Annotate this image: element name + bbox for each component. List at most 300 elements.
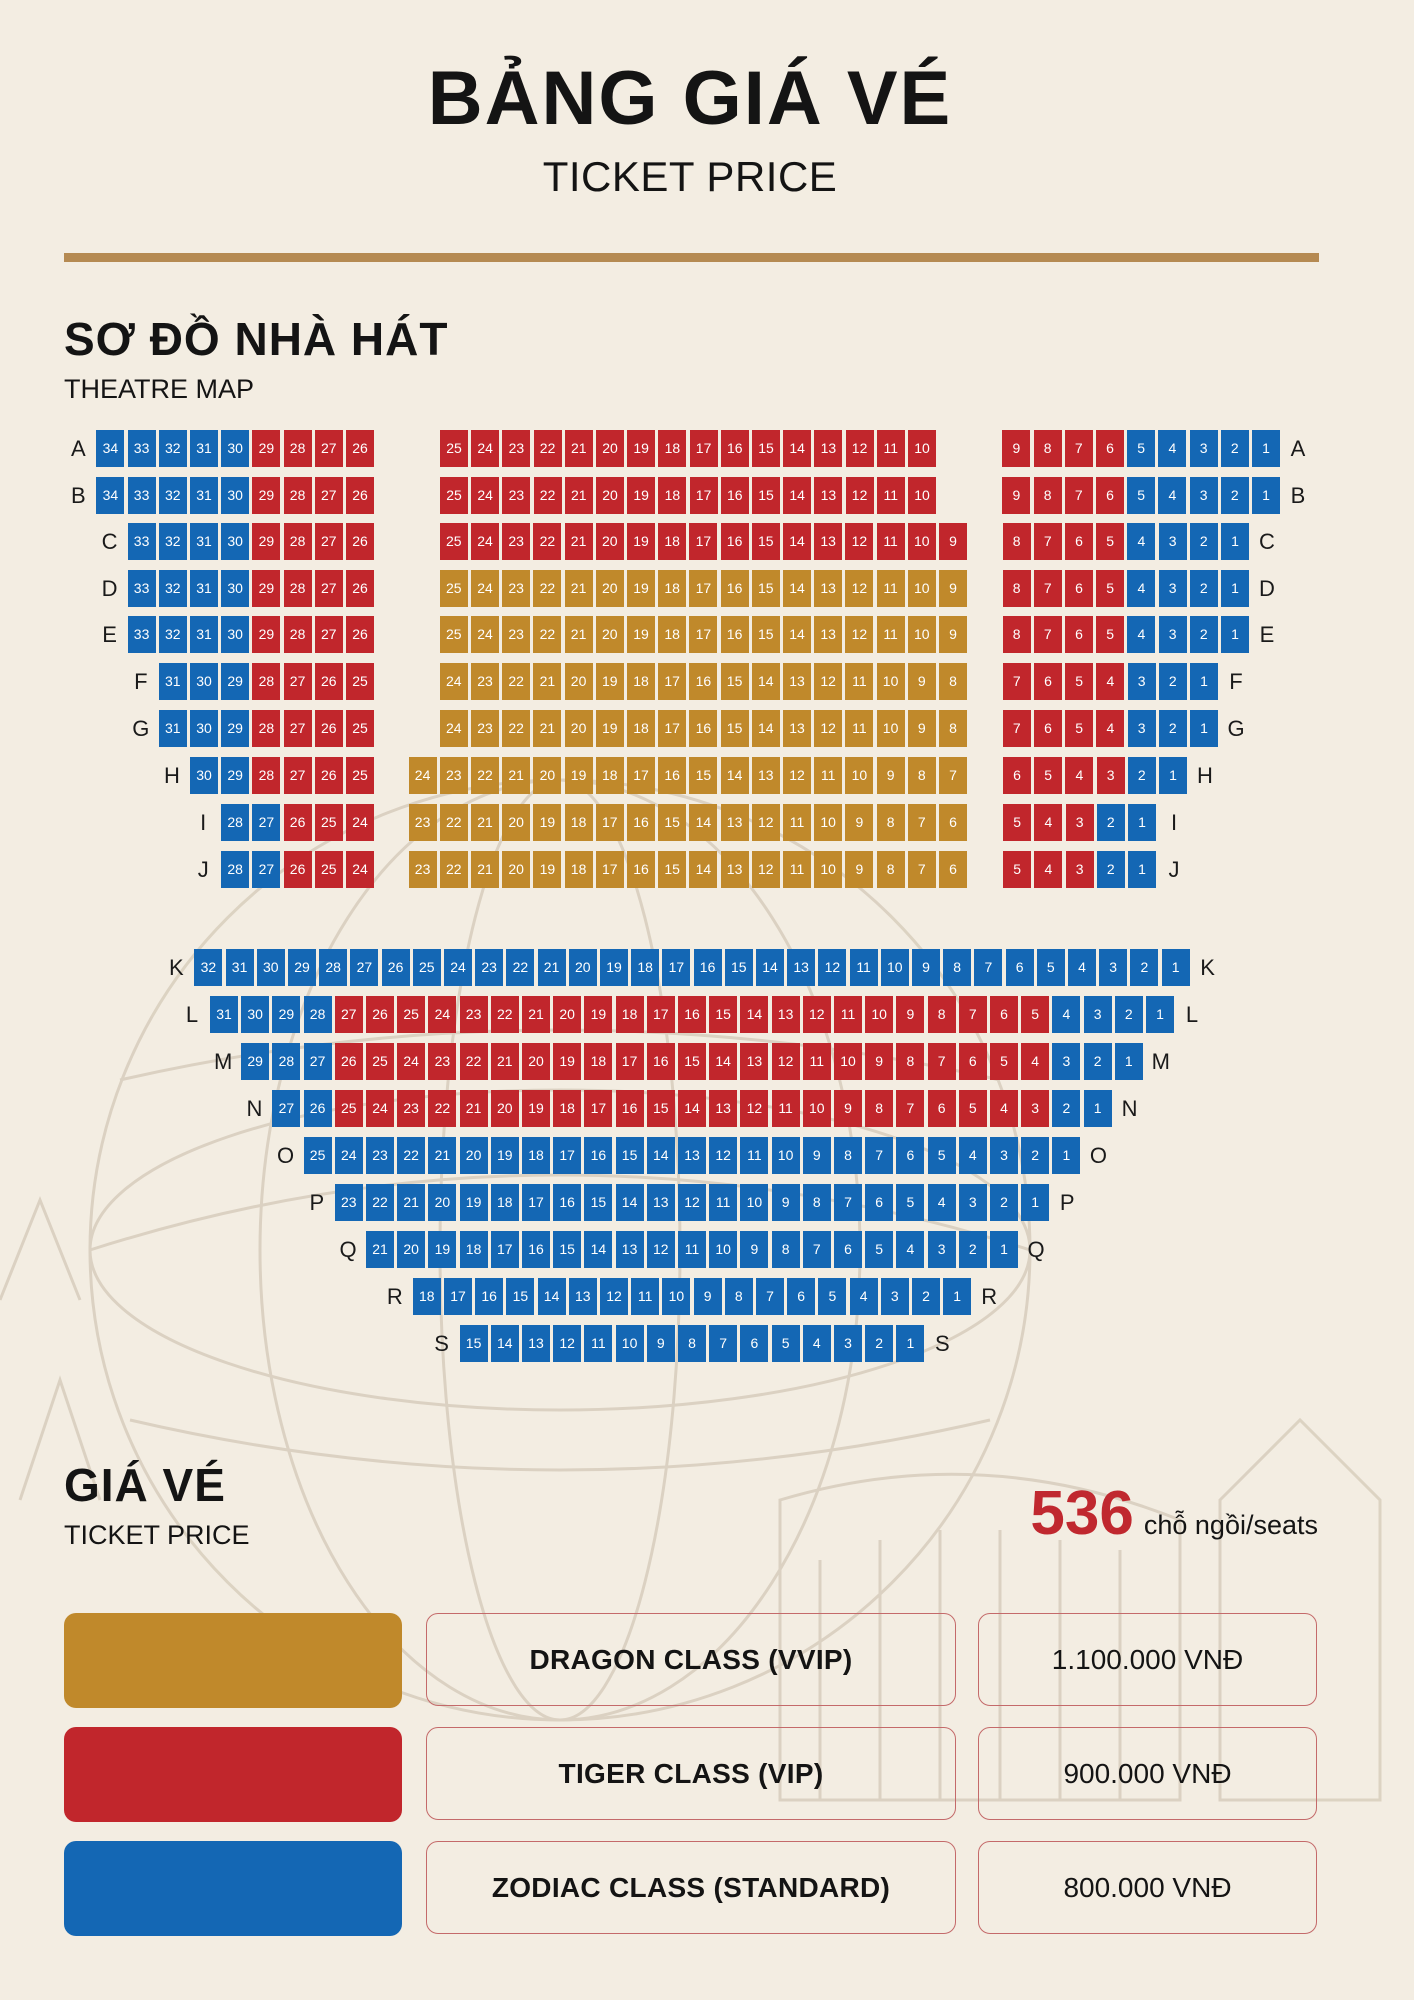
seat-J8[interactable]: 8	[877, 851, 905, 888]
seat-D31[interactable]: 31	[190, 570, 218, 607]
seat-O7[interactable]: 7	[865, 1137, 893, 1174]
seat-A9[interactable]: 9	[1002, 430, 1030, 467]
seat-H5[interactable]: 5	[1034, 757, 1062, 794]
seat-H12[interactable]: 12	[783, 757, 811, 794]
seat-N6[interactable]: 6	[928, 1090, 956, 1127]
seat-Q7[interactable]: 7	[803, 1231, 831, 1268]
seat-G6[interactable]: 6	[1034, 710, 1062, 747]
seat-S7[interactable]: 7	[709, 1325, 737, 1362]
seat-B5[interactable]: 5	[1127, 477, 1155, 514]
seat-A2[interactable]: 2	[1221, 430, 1249, 467]
seat-L11[interactable]: 11	[834, 996, 862, 1033]
seat-M27[interactable]: 27	[304, 1043, 332, 1080]
seat-P10[interactable]: 10	[740, 1184, 768, 1221]
seat-I14[interactable]: 14	[689, 804, 717, 841]
seat-S15[interactable]: 15	[460, 1325, 488, 1362]
seat-R9[interactable]: 9	[694, 1278, 722, 1315]
seat-E22[interactable]: 22	[533, 616, 561, 653]
seat-D20[interactable]: 20	[596, 570, 624, 607]
seat-D16[interactable]: 16	[721, 570, 749, 607]
seat-R4[interactable]: 4	[850, 1278, 878, 1315]
seat-O21[interactable]: 21	[428, 1137, 456, 1174]
seat-O6[interactable]: 6	[896, 1137, 924, 1174]
seat-K28[interactable]: 28	[319, 949, 347, 986]
seat-E31[interactable]: 31	[190, 616, 218, 653]
seat-A33[interactable]: 33	[128, 430, 156, 467]
seat-N9[interactable]: 9	[834, 1090, 862, 1127]
seat-S2[interactable]: 2	[865, 1325, 893, 1362]
seat-O11[interactable]: 11	[740, 1137, 768, 1174]
seat-P2[interactable]: 2	[990, 1184, 1018, 1221]
seat-J9[interactable]: 9	[845, 851, 873, 888]
seat-H15[interactable]: 15	[689, 757, 717, 794]
seat-D9[interactable]: 9	[939, 570, 967, 607]
seat-J14[interactable]: 14	[689, 851, 717, 888]
seat-B18[interactable]: 18	[658, 477, 686, 514]
seat-O1[interactable]: 1	[1052, 1137, 1080, 1174]
seat-G12[interactable]: 12	[814, 710, 842, 747]
seat-C22[interactable]: 22	[533, 523, 561, 560]
seat-E3[interactable]: 3	[1159, 616, 1187, 653]
seat-G13[interactable]: 13	[783, 710, 811, 747]
seat-O25[interactable]: 25	[304, 1137, 332, 1174]
seat-E7[interactable]: 7	[1034, 616, 1062, 653]
seat-H14[interactable]: 14	[721, 757, 749, 794]
seat-G24[interactable]: 24	[440, 710, 468, 747]
seat-C23[interactable]: 23	[502, 523, 530, 560]
seat-K22[interactable]: 22	[506, 949, 534, 986]
seat-F19[interactable]: 19	[596, 663, 624, 700]
seat-J7[interactable]: 7	[908, 851, 936, 888]
seat-L15[interactable]: 15	[709, 996, 737, 1033]
seat-C21[interactable]: 21	[565, 523, 593, 560]
seat-L29[interactable]: 29	[272, 996, 300, 1033]
seat-N5[interactable]: 5	[959, 1090, 987, 1127]
seat-S14[interactable]: 14	[491, 1325, 519, 1362]
seat-A18[interactable]: 18	[658, 430, 686, 467]
seat-D8[interactable]: 8	[1003, 570, 1031, 607]
seat-G14[interactable]: 14	[752, 710, 780, 747]
seat-D7[interactable]: 7	[1034, 570, 1062, 607]
seat-K9[interactable]: 9	[912, 949, 940, 986]
seat-I8[interactable]: 8	[877, 804, 905, 841]
seat-P11[interactable]: 11	[709, 1184, 737, 1221]
seat-D6[interactable]: 6	[1065, 570, 1093, 607]
seat-A15[interactable]: 15	[752, 430, 780, 467]
seat-K5[interactable]: 5	[1037, 949, 1065, 986]
seat-F11[interactable]: 11	[845, 663, 873, 700]
seat-F3[interactable]: 3	[1128, 663, 1156, 700]
seat-D1[interactable]: 1	[1221, 570, 1249, 607]
seat-P20[interactable]: 20	[428, 1184, 456, 1221]
seat-J13[interactable]: 13	[721, 851, 749, 888]
seat-S6[interactable]: 6	[740, 1325, 768, 1362]
seat-O24[interactable]: 24	[335, 1137, 363, 1174]
seat-O8[interactable]: 8	[834, 1137, 862, 1174]
seat-N16[interactable]: 16	[616, 1090, 644, 1127]
seat-B7[interactable]: 7	[1065, 477, 1093, 514]
seat-D15[interactable]: 15	[752, 570, 780, 607]
seat-E30[interactable]: 30	[221, 616, 249, 653]
seat-E10[interactable]: 10	[908, 616, 936, 653]
seat-K21[interactable]: 21	[538, 949, 566, 986]
seat-G2[interactable]: 2	[1159, 710, 1187, 747]
seat-H4[interactable]: 4	[1065, 757, 1093, 794]
seat-I2[interactable]: 2	[1097, 804, 1125, 841]
seat-C19[interactable]: 19	[627, 523, 655, 560]
seat-K16[interactable]: 16	[694, 949, 722, 986]
seat-G15[interactable]: 15	[721, 710, 749, 747]
seat-D11[interactable]: 11	[877, 570, 905, 607]
seat-H10[interactable]: 10	[845, 757, 873, 794]
seat-B30[interactable]: 30	[221, 477, 249, 514]
seat-Q18[interactable]: 18	[460, 1231, 488, 1268]
seat-G20[interactable]: 20	[565, 710, 593, 747]
seat-N7[interactable]: 7	[896, 1090, 924, 1127]
seat-B8[interactable]: 8	[1034, 477, 1062, 514]
seat-R16[interactable]: 16	[475, 1278, 503, 1315]
seat-O22[interactable]: 22	[397, 1137, 425, 1174]
seat-L16[interactable]: 16	[678, 996, 706, 1033]
seat-I6[interactable]: 6	[939, 804, 967, 841]
seat-L4[interactable]: 4	[1052, 996, 1080, 1033]
seat-D4[interactable]: 4	[1127, 570, 1155, 607]
seat-F2[interactable]: 2	[1159, 663, 1187, 700]
seat-L17[interactable]: 17	[647, 996, 675, 1033]
seat-M23[interactable]: 23	[428, 1043, 456, 1080]
seat-R5[interactable]: 5	[818, 1278, 846, 1315]
seat-A5[interactable]: 5	[1127, 430, 1155, 467]
seat-I15[interactable]: 15	[658, 804, 686, 841]
seat-B27[interactable]: 27	[315, 477, 343, 514]
seat-S10[interactable]: 10	[616, 1325, 644, 1362]
seat-G21[interactable]: 21	[533, 710, 561, 747]
seat-Q4[interactable]: 4	[896, 1231, 924, 1268]
seat-F25[interactable]: 25	[346, 663, 374, 700]
seat-G16[interactable]: 16	[689, 710, 717, 747]
seat-K12[interactable]: 12	[818, 949, 846, 986]
seat-G25[interactable]: 25	[346, 710, 374, 747]
seat-G8[interactable]: 8	[939, 710, 967, 747]
seat-J1[interactable]: 1	[1128, 851, 1156, 888]
seat-N11[interactable]: 11	[772, 1090, 800, 1127]
seat-L22[interactable]: 22	[491, 996, 519, 1033]
seat-G5[interactable]: 5	[1065, 710, 1093, 747]
seat-M20[interactable]: 20	[522, 1043, 550, 1080]
seat-J17[interactable]: 17	[596, 851, 624, 888]
seat-H9[interactable]: 9	[877, 757, 905, 794]
seat-L3[interactable]: 3	[1084, 996, 1112, 1033]
seat-N8[interactable]: 8	[865, 1090, 893, 1127]
seat-K20[interactable]: 20	[569, 949, 597, 986]
seat-M4[interactable]: 4	[1021, 1043, 1049, 1080]
seat-G11[interactable]: 11	[845, 710, 873, 747]
seat-G18[interactable]: 18	[627, 710, 655, 747]
seat-D10[interactable]: 10	[908, 570, 936, 607]
seat-E19[interactable]: 19	[627, 616, 655, 653]
seat-Q9[interactable]: 9	[740, 1231, 768, 1268]
seat-Q3[interactable]: 3	[928, 1231, 956, 1268]
seat-B14[interactable]: 14	[783, 477, 811, 514]
seat-B24[interactable]: 24	[471, 477, 499, 514]
seat-N4[interactable]: 4	[990, 1090, 1018, 1127]
seat-I5[interactable]: 5	[1003, 804, 1031, 841]
seat-E1[interactable]: 1	[1221, 616, 1249, 653]
seat-I22[interactable]: 22	[440, 804, 468, 841]
seat-B31[interactable]: 31	[190, 477, 218, 514]
seat-A22[interactable]: 22	[534, 430, 562, 467]
seat-J26[interactable]: 26	[284, 851, 312, 888]
seat-C29[interactable]: 29	[252, 523, 280, 560]
seat-L2[interactable]: 2	[1115, 996, 1143, 1033]
seat-C32[interactable]: 32	[159, 523, 187, 560]
seat-O15[interactable]: 15	[616, 1137, 644, 1174]
seat-D2[interactable]: 2	[1190, 570, 1218, 607]
seat-B6[interactable]: 6	[1096, 477, 1124, 514]
seat-I20[interactable]: 20	[502, 804, 530, 841]
seat-Q19[interactable]: 19	[428, 1231, 456, 1268]
seat-L9[interactable]: 9	[896, 996, 924, 1033]
seat-B29[interactable]: 29	[252, 477, 280, 514]
seat-K27[interactable]: 27	[350, 949, 378, 986]
seat-B16[interactable]: 16	[721, 477, 749, 514]
seat-C24[interactable]: 24	[471, 523, 499, 560]
seat-G3[interactable]: 3	[1128, 710, 1156, 747]
seat-P5[interactable]: 5	[896, 1184, 924, 1221]
seat-L5[interactable]: 5	[1021, 996, 1049, 1033]
seat-I21[interactable]: 21	[471, 804, 499, 841]
seat-I25[interactable]: 25	[315, 804, 343, 841]
seat-C18[interactable]: 18	[658, 523, 686, 560]
seat-E25[interactable]: 25	[440, 616, 468, 653]
seat-M5[interactable]: 5	[990, 1043, 1018, 1080]
seat-K1[interactable]: 1	[1162, 949, 1190, 986]
seat-J22[interactable]: 22	[440, 851, 468, 888]
seat-A14[interactable]: 14	[783, 430, 811, 467]
seat-B20[interactable]: 20	[596, 477, 624, 514]
seat-J18[interactable]: 18	[565, 851, 593, 888]
seat-G28[interactable]: 28	[252, 710, 280, 747]
seat-G30[interactable]: 30	[190, 710, 218, 747]
seat-O9[interactable]: 9	[803, 1137, 831, 1174]
seat-J11[interactable]: 11	[783, 851, 811, 888]
seat-M29[interactable]: 29	[241, 1043, 269, 1080]
seat-E8[interactable]: 8	[1003, 616, 1031, 653]
seat-K17[interactable]: 17	[662, 949, 690, 986]
seat-B21[interactable]: 21	[565, 477, 593, 514]
seat-C1[interactable]: 1	[1221, 523, 1249, 560]
seat-A23[interactable]: 23	[502, 430, 530, 467]
seat-M7[interactable]: 7	[928, 1043, 956, 1080]
seat-P7[interactable]: 7	[834, 1184, 862, 1221]
seat-C20[interactable]: 20	[596, 523, 624, 560]
seat-M18[interactable]: 18	[584, 1043, 612, 1080]
seat-D14[interactable]: 14	[783, 570, 811, 607]
seat-C33[interactable]: 33	[128, 523, 156, 560]
seat-N21[interactable]: 21	[460, 1090, 488, 1127]
seat-I11[interactable]: 11	[783, 804, 811, 841]
seat-G19[interactable]: 19	[596, 710, 624, 747]
seat-Q6[interactable]: 6	[834, 1231, 862, 1268]
seat-M21[interactable]: 21	[491, 1043, 519, 1080]
seat-M13[interactable]: 13	[740, 1043, 768, 1080]
seat-J21[interactable]: 21	[471, 851, 499, 888]
seat-H17[interactable]: 17	[627, 757, 655, 794]
seat-F14[interactable]: 14	[752, 663, 780, 700]
seat-A16[interactable]: 16	[721, 430, 749, 467]
seat-K18[interactable]: 18	[631, 949, 659, 986]
seat-A13[interactable]: 13	[814, 430, 842, 467]
seat-H1[interactable]: 1	[1159, 757, 1187, 794]
seat-M17[interactable]: 17	[616, 1043, 644, 1080]
seat-C2[interactable]: 2	[1190, 523, 1218, 560]
seat-F5[interactable]: 5	[1065, 663, 1093, 700]
seat-A28[interactable]: 28	[284, 430, 312, 467]
seat-F8[interactable]: 8	[939, 663, 967, 700]
seat-S1[interactable]: 1	[896, 1325, 924, 1362]
seat-O23[interactable]: 23	[366, 1137, 394, 1174]
seat-H16[interactable]: 16	[658, 757, 686, 794]
seat-B34[interactable]: 34	[96, 477, 124, 514]
seat-L23[interactable]: 23	[460, 996, 488, 1033]
seat-E29[interactable]: 29	[252, 616, 280, 653]
seat-N23[interactable]: 23	[397, 1090, 425, 1127]
seat-A8[interactable]: 8	[1034, 430, 1062, 467]
seat-I13[interactable]: 13	[721, 804, 749, 841]
seat-D29[interactable]: 29	[252, 570, 280, 607]
seat-B2[interactable]: 2	[1221, 477, 1249, 514]
seat-F16[interactable]: 16	[689, 663, 717, 700]
seat-S9[interactable]: 9	[647, 1325, 675, 1362]
seat-E28[interactable]: 28	[284, 616, 312, 653]
seat-L25[interactable]: 25	[397, 996, 425, 1033]
seat-P4[interactable]: 4	[928, 1184, 956, 1221]
seat-C15[interactable]: 15	[752, 523, 780, 560]
seat-A32[interactable]: 32	[159, 430, 187, 467]
seat-P23[interactable]: 23	[335, 1184, 363, 1221]
seat-M28[interactable]: 28	[272, 1043, 300, 1080]
seat-B12[interactable]: 12	[846, 477, 874, 514]
seat-R1[interactable]: 1	[943, 1278, 971, 1315]
seat-C9[interactable]: 9	[939, 523, 967, 560]
seat-N10[interactable]: 10	[803, 1090, 831, 1127]
seat-M8[interactable]: 8	[896, 1043, 924, 1080]
seat-I16[interactable]: 16	[627, 804, 655, 841]
seat-Q8[interactable]: 8	[772, 1231, 800, 1268]
seat-J3[interactable]: 3	[1066, 851, 1094, 888]
seat-E18[interactable]: 18	[658, 616, 686, 653]
seat-A20[interactable]: 20	[596, 430, 624, 467]
seat-D19[interactable]: 19	[627, 570, 655, 607]
seat-I3[interactable]: 3	[1066, 804, 1094, 841]
seat-C14[interactable]: 14	[783, 523, 811, 560]
seat-N12[interactable]: 12	[740, 1090, 768, 1127]
seat-I12[interactable]: 12	[752, 804, 780, 841]
seat-C17[interactable]: 17	[689, 523, 717, 560]
seat-F10[interactable]: 10	[877, 663, 905, 700]
seat-J4[interactable]: 4	[1034, 851, 1062, 888]
seat-A7[interactable]: 7	[1065, 430, 1093, 467]
seat-J20[interactable]: 20	[502, 851, 530, 888]
seat-F18[interactable]: 18	[627, 663, 655, 700]
seat-H6[interactable]: 6	[1003, 757, 1031, 794]
seat-R17[interactable]: 17	[444, 1278, 472, 1315]
seat-E23[interactable]: 23	[502, 616, 530, 653]
seat-G26[interactable]: 26	[315, 710, 343, 747]
seat-D26[interactable]: 26	[346, 570, 374, 607]
seat-L14[interactable]: 14	[740, 996, 768, 1033]
seat-L6[interactable]: 6	[990, 996, 1018, 1033]
seat-L12[interactable]: 12	[803, 996, 831, 1033]
seat-C4[interactable]: 4	[1127, 523, 1155, 560]
seat-A25[interactable]: 25	[440, 430, 468, 467]
seat-F24[interactable]: 24	[440, 663, 468, 700]
seat-F31[interactable]: 31	[159, 663, 187, 700]
seat-P1[interactable]: 1	[1021, 1184, 1049, 1221]
seat-E21[interactable]: 21	[565, 616, 593, 653]
seat-E2[interactable]: 2	[1190, 616, 1218, 653]
seat-F13[interactable]: 13	[783, 663, 811, 700]
seat-I24[interactable]: 24	[346, 804, 374, 841]
seat-D5[interactable]: 5	[1096, 570, 1124, 607]
seat-G9[interactable]: 9	[908, 710, 936, 747]
seat-C28[interactable]: 28	[284, 523, 312, 560]
seat-I27[interactable]: 27	[252, 804, 280, 841]
seat-I17[interactable]: 17	[596, 804, 624, 841]
seat-L8[interactable]: 8	[928, 996, 956, 1033]
seat-O12[interactable]: 12	[709, 1137, 737, 1174]
seat-H18[interactable]: 18	[596, 757, 624, 794]
seat-F28[interactable]: 28	[252, 663, 280, 700]
seat-N22[interactable]: 22	[428, 1090, 456, 1127]
seat-G7[interactable]: 7	[1003, 710, 1031, 747]
seat-L30[interactable]: 30	[241, 996, 269, 1033]
seat-N14[interactable]: 14	[678, 1090, 706, 1127]
seat-C7[interactable]: 7	[1034, 523, 1062, 560]
seat-I9[interactable]: 9	[845, 804, 873, 841]
seat-D22[interactable]: 22	[533, 570, 561, 607]
seat-Q5[interactable]: 5	[865, 1231, 893, 1268]
seat-K8[interactable]: 8	[943, 949, 971, 986]
seat-R13[interactable]: 13	[569, 1278, 597, 1315]
seat-R2[interactable]: 2	[912, 1278, 940, 1315]
seat-J23[interactable]: 23	[409, 851, 437, 888]
seat-C27[interactable]: 27	[315, 523, 343, 560]
seat-D25[interactable]: 25	[440, 570, 468, 607]
seat-E24[interactable]: 24	[471, 616, 499, 653]
seat-S8[interactable]: 8	[678, 1325, 706, 1362]
seat-H24[interactable]: 24	[409, 757, 437, 794]
seat-E16[interactable]: 16	[721, 616, 749, 653]
seat-P16[interactable]: 16	[553, 1184, 581, 1221]
seat-B11[interactable]: 11	[877, 477, 905, 514]
seat-D18[interactable]: 18	[658, 570, 686, 607]
seat-O13[interactable]: 13	[678, 1137, 706, 1174]
seat-H30[interactable]: 30	[190, 757, 218, 794]
seat-N24[interactable]: 24	[366, 1090, 394, 1127]
seat-K6[interactable]: 6	[1006, 949, 1034, 986]
seat-G4[interactable]: 4	[1096, 710, 1124, 747]
seat-D24[interactable]: 24	[471, 570, 499, 607]
seat-S12[interactable]: 12	[553, 1325, 581, 1362]
seat-A19[interactable]: 19	[627, 430, 655, 467]
seat-J6[interactable]: 6	[939, 851, 967, 888]
seat-M14[interactable]: 14	[709, 1043, 737, 1080]
seat-P15[interactable]: 15	[584, 1184, 612, 1221]
seat-A6[interactable]: 6	[1096, 430, 1124, 467]
seat-M11[interactable]: 11	[803, 1043, 831, 1080]
seat-D21[interactable]: 21	[565, 570, 593, 607]
